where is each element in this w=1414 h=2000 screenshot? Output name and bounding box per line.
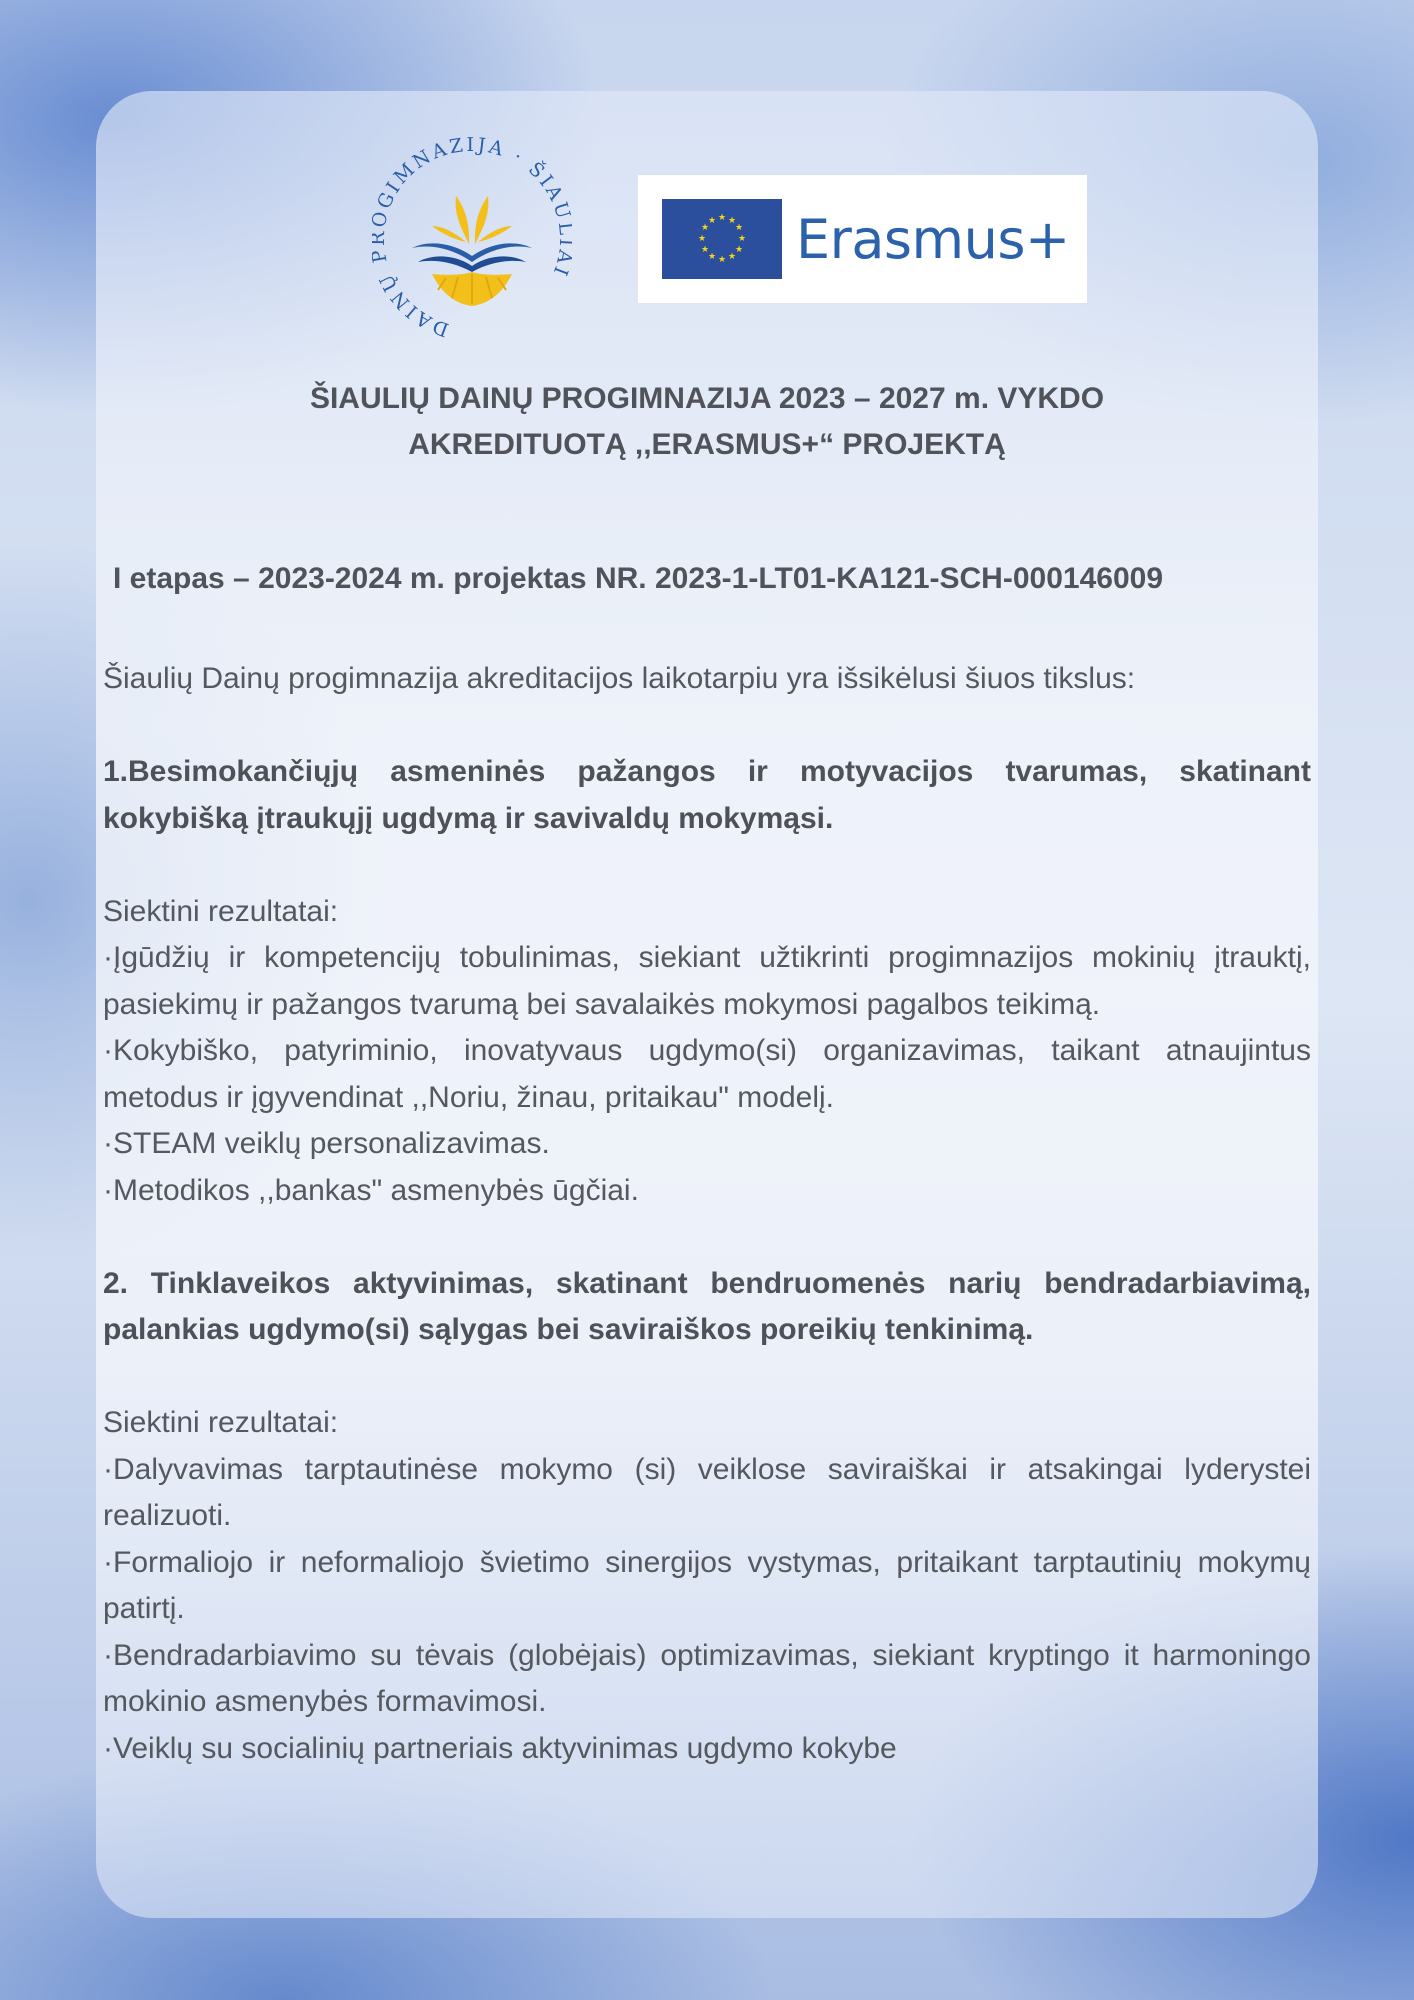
svg-text:★: ★ — [700, 223, 710, 233]
title-line-1: ŠIAULIŲ DAINŲ PROGIMNAZIJA 2023 – 2027 m. VYKDO — [309, 382, 1105, 415]
svg-text:★: ★ — [707, 216, 717, 226]
svg-text:★: ★ — [717, 213, 727, 223]
intro-text: Šiaulių Dainų progimnazija akreditacijos laikotarpiu yra išsikėlusi šiuos tikslus: — [103, 662, 1136, 695]
goal-1-result-item: ·Metodikos ,,bankas" asmenybės ūgčiai. — [103, 1173, 639, 1207]
page-title — [96, 376, 1318, 468]
svg-text:★: ★ — [734, 223, 744, 233]
svg-text:★: ★ — [707, 252, 717, 262]
erasmus-plus-logo — [638, 175, 1087, 303]
goal-1-result-item: ·Kokybiško, patyriminio, inovatyvaus ugdymo(si) organizavimas, taikant atnaujintus metodus ir įgyvendinat ,,Noriu, žinau, pritaikau" modelį. — [103, 1034, 1311, 1114]
goal-1-result-item: ·STEAM veiklų personalizavimas. — [103, 1127, 550, 1160]
goal-1-results-label: Siektini rezultatai: — [103, 894, 339, 928]
goal-2-heading: 2. Tinklaveikos aktyvinimas, skatinant bendruomenės narių bendradarbiavimą, palankias ugdymo(si) sąlygas bei saviraiškos poreikių tenkinimą. — [103, 1266, 1311, 1346]
goal-1-result-item: ·Įgūdžių ir kompetencijų tobulinimas, siekiant užtikrinti progimnazijos mokinių įtrauktį, pasiekimų ir pažangos tvarumą bei savalaikės mokymosi pagalbos teikimą. — [103, 941, 1311, 1021]
goal-2-results-label: Siektini rezultatai: — [103, 1406, 339, 1439]
title-line-2: AKREDITUOTĄ ,,ERASMUS+“ PROJEKTĄ — [408, 428, 1006, 461]
svg-text:★: ★ — [700, 245, 710, 255]
svg-text:★: ★ — [727, 216, 737, 226]
school-logo-graphic — [372, 134, 572, 344]
document-body — [103, 656, 1311, 1772]
goal-2-result-item: ·Dalyvavimas tarptautinėse mokymo (si) veiklose saviraiškai ir atsakingai lyderystei realizuoti. — [103, 1452, 1311, 1532]
school-logo — [372, 134, 572, 344]
svg-text:★: ★ — [737, 234, 747, 244]
svg-text:★: ★ — [727, 252, 737, 262]
goal-2-result-item: ·Formaliojo ir neformaliojo švietimo sinergijos vystymas, pritaikant tarptautinių mokymų patirtį. — [103, 1545, 1311, 1625]
svg-text:★: ★ — [734, 245, 744, 255]
project-stage-heading: I etapas – 2023-2024 m. projektas NR. 2023-1-LT01-KA121-SCH-000146009 — [113, 562, 1163, 595]
svg-text:★: ★ — [697, 234, 707, 244]
svg-text:DAINŲ PROGIMNAZIJA · ŠIAULIAI: DAINŲ GIMNAZIJA · ŠIA I — [373, 134, 572, 341]
eu-flag-icon — [662, 199, 782, 279]
goal-2-result-item: ·Veiklų su socialinių partneriais aktyvinimas ugdymo kokybe — [103, 1731, 897, 1765]
svg-text:★: ★ — [717, 255, 727, 265]
erasmus-wordmark: Erasmus+ — [796, 207, 1070, 271]
goal-1-heading: 1.Besimokančiųjų asmeninės pažangos ir motyvacijos tvarumas, skatinant kokybišką įtraukųjį ugdymą ir savivaldų mokymąsi. — [103, 755, 1311, 835]
goal-2-result-item: ·Bendradarbiavimo su tėvais (globėjais) optimizavimas, siekiant kryptingo it harmoningo mokinio asmenybės formavimosi. — [103, 1638, 1311, 1718]
